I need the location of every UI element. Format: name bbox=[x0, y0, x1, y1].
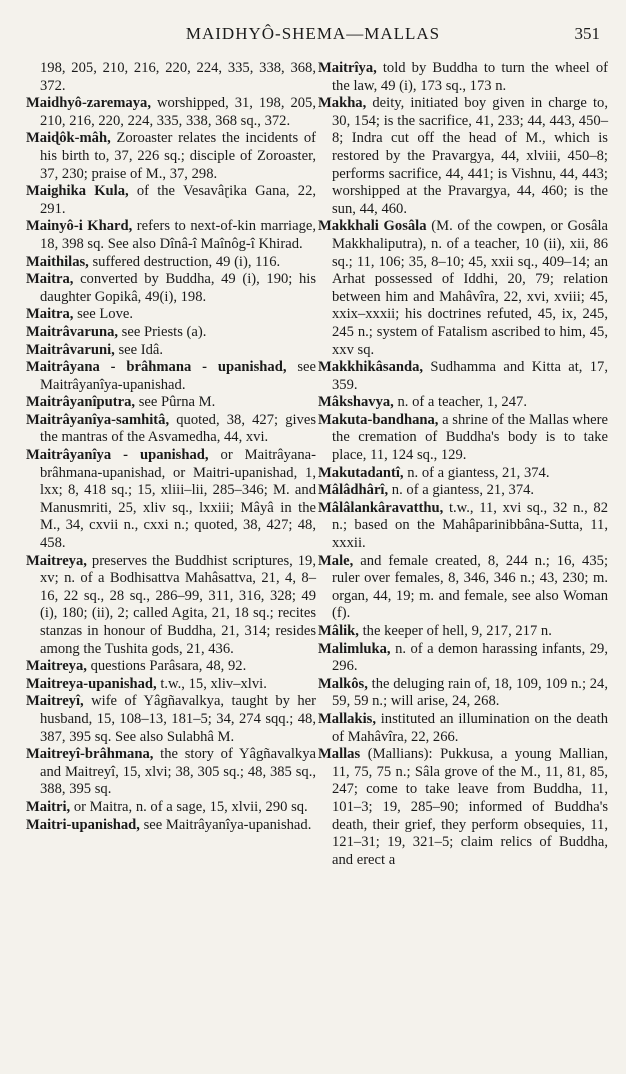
entry-headword: Maitreya, bbox=[26, 658, 87, 675]
entry-text: n. of a giantess, 21, 374. bbox=[407, 464, 550, 481]
index-entry bbox=[318, 623, 608, 641]
index-entry bbox=[26, 394, 316, 412]
index-entry bbox=[26, 817, 316, 835]
index-entry bbox=[26, 342, 316, 360]
entry-text: the keeper of hell, 9, 217, 217 n. bbox=[362, 623, 552, 639]
entry-headword: Makkhali Gosâla bbox=[318, 218, 427, 235]
entry-headword: Maitrâvaruna, bbox=[26, 323, 119, 340]
index-entry bbox=[318, 676, 608, 711]
index-entry bbox=[26, 553, 316, 659]
page-number: 351 bbox=[574, 24, 600, 43]
index-entry bbox=[318, 394, 608, 412]
entry-text: deity, initiated boy given in charge to, 30, 154; is the sacrifice, 41, 233; 44, 443, 450–8; Indra cut off the head of M., which is restored by the Pravargya, 44, xlviii, 450–8; performs sacrifice, 44, 441; is Vishnu, 44, 443; worshipped at the Pravargya, 44, 460; is the sun, 44, 460. bbox=[332, 95, 608, 217]
index-entry bbox=[26, 324, 316, 342]
entry-headword: Maitra, bbox=[26, 271, 74, 288]
entry-text: (Mallians): Pukkusa, a young Mallian, 11, 75, 75 n.; Sâla grove of the M., 11, 81, 85, 247; come to take leave from Buddha, 11, 101–3; 19, 285–90; informed of Buddha's death, their grief, they perform obsequies, 11, 121–31; 19, 321–5; claim relics of Buddha, and erect a bbox=[332, 746, 608, 868]
entry-text: Zoroaster relates the incidents of his birth to, 37, 226 sq.; disciple of Zoroaster, 37, 230; praise of M., 37, 298. bbox=[40, 130, 316, 182]
entry-text: or Maitrâyana-brâhmana-upanishad, or Maitri-upanishad, 1, lxx; 8, 418 sq.; 15, xliii–lii, 285–346; M. and Manusmriti, 25, xliv sq., lxxiii; Mâyâ in the M., 34, cxvii n., cxxi n.; quoted, 38, 427; 48, 458. bbox=[40, 447, 316, 552]
entry-headword: Malkôs, bbox=[318, 675, 368, 692]
entry-headword: Makkhikâsanda, bbox=[318, 359, 424, 376]
entry-headword: Mallakis, bbox=[318, 710, 376, 727]
entry-headword: Mâlâdhârî, bbox=[318, 482, 389, 499]
entry-headword: Maitra, bbox=[26, 306, 74, 323]
entry-headword: Makutadantî, bbox=[318, 464, 404, 481]
index-entry bbox=[318, 218, 608, 359]
index-entry bbox=[26, 359, 316, 394]
index-entry bbox=[318, 482, 608, 500]
entry-headword: Maitreyî-brâhmana, bbox=[26, 746, 154, 763]
entry-headword: Malimluka, bbox=[318, 640, 391, 657]
index-entry bbox=[26, 693, 316, 746]
index-entry bbox=[318, 412, 608, 465]
entry-text: the deluging rain of, 18, 109, 109 n.; 24, 59, 59 n.; will arise, 24, 268. bbox=[332, 675, 608, 710]
entry-text: Sudhamma and Kitta at, 17, 359. bbox=[332, 359, 608, 393]
entry-text: n. of a giantess, 21, 374. bbox=[391, 482, 535, 499]
entry-headword: Maighika Kula, bbox=[26, 183, 129, 200]
entry-headword: Maitrîya, bbox=[318, 60, 377, 76]
entry-text: see Pûrna M. bbox=[138, 394, 216, 411]
index-entry bbox=[26, 183, 316, 218]
index-entry bbox=[318, 359, 608, 394]
entry-text: of the Vesavâɽika Gana, 22, 291. bbox=[40, 183, 317, 217]
entry-text: t.w., 11, xvi sq., 32 n., 82 n.; based on the Mahâparinibbâna-Sutta, 11, xxxii. bbox=[332, 499, 609, 552]
right-column bbox=[318, 60, 608, 869]
index-entry bbox=[26, 412, 316, 447]
entry-text: (M. of the cowpen, or Gosâla Makkhaliputra), n. of a teacher, 10 (ii), xii, 86 sq.; 11, 106; 35, 8–10; 45, xxii sq., 409–14; an Arhat possessed of Iddhi, 20, 79; relation between him and Mahâvîra, 22, xvi, xviii; 45, xxix–xxxii; his doctrines refuted, 45, ix, 245, 245 n.; system of Fatalism ascribed to him, 45, xxv sq. bbox=[332, 218, 608, 358]
index-entry bbox=[26, 60, 316, 95]
entry-text: a shrine of the Mallas where the cremation of Buddha's body is to take place, 11, 124 sq., 129. bbox=[332, 411, 608, 464]
entry-text: wife of Yâgñavalkya, taught by her husband, 15, 108–13, 181–5; 34, 274 sqq.; 48, 387, 395 sq. See also Sulabhâ M. bbox=[40, 693, 316, 745]
entry-headword: Mainyô-i Khard, bbox=[26, 218, 133, 235]
entry-headword: Mallas bbox=[318, 746, 361, 763]
index-entry bbox=[318, 711, 608, 746]
index-entry bbox=[26, 658, 316, 676]
entry-headword: Mâkshavya, bbox=[318, 394, 394, 411]
entry-text: or Maitra, n. of a sage, 15, xlvii, 290 sq. bbox=[73, 798, 308, 815]
entry-headword: Maidhyô-zaremaya, bbox=[26, 95, 151, 112]
entry-headword: Mâlâlankâravatthu, bbox=[318, 499, 444, 516]
entry-text: converted by Buddha, 49 (i), 190; his daughter Gopikâ, 49(i), 198. bbox=[40, 271, 317, 305]
index-entry bbox=[26, 746, 316, 799]
index-entry bbox=[318, 746, 608, 869]
index-entry bbox=[318, 553, 608, 623]
entry-headword: Mâlik, bbox=[318, 623, 359, 639]
entry-headword: Makuta-bandhana, bbox=[318, 411, 439, 428]
left-column bbox=[26, 60, 316, 834]
entry-headword: Makha, bbox=[318, 95, 367, 112]
entry-headword: Maitrâyanîya - upanishad, bbox=[26, 447, 209, 464]
index-entry bbox=[26, 799, 316, 817]
index-entry bbox=[26, 218, 316, 253]
index-entry bbox=[26, 271, 316, 306]
entry-text: 198, 205, 210, 216, 220, 224, 335, 338, 368, 372. bbox=[40, 60, 316, 94]
index-entry bbox=[26, 306, 316, 324]
entry-text: instituted an illumination on the death of Mahâvîra, 22, 266. bbox=[332, 710, 608, 745]
index-entry bbox=[26, 130, 316, 183]
running-title: MAIDHYÔ-SHEMA—MALLAS bbox=[185, 24, 441, 43]
index-entry bbox=[318, 500, 608, 553]
page-header bbox=[0, 24, 626, 48]
entry-text: questions Parâsara, 48, 92. bbox=[90, 658, 247, 675]
entry-text: refers to next-of-kin marriage, 18, 398 sq. See also Dînâ-î Maînôg-î Khirad. bbox=[40, 218, 317, 252]
entry-text: t.w., 15, xliv–xlvi. bbox=[160, 675, 267, 692]
entry-headword: Maitrâyana - brâhmana - upanishad, bbox=[26, 359, 287, 376]
entry-text: the story of Yâgñavalkya and Maitreyî, 15, xlvi; 38, 305 sq.; 48, 385 sq., 388, 395 sq. bbox=[40, 746, 316, 798]
entry-headword: Maiɖôk-mâh, bbox=[26, 130, 111, 147]
entry-text: told by Buddha to turn the wheel of the law, 49 (i), 173 sq., 173 n. bbox=[332, 60, 608, 94]
entry-headword: Male, bbox=[318, 552, 354, 569]
entry-text: n. of a teacher, 1, 247. bbox=[397, 394, 527, 411]
entry-text: see Priests (a). bbox=[121, 323, 207, 340]
index-entry bbox=[318, 60, 608, 95]
entry-headword: Maitreya, bbox=[26, 552, 87, 569]
entry-text: see Love. bbox=[77, 306, 133, 323]
entry-headword: Maitrâyanîputra, bbox=[26, 394, 136, 411]
entry-text: see Idâ. bbox=[118, 341, 164, 358]
index-entry bbox=[318, 465, 608, 483]
entry-headword: Maitri-upanishad, bbox=[26, 816, 140, 833]
entry-text: see Maitrâyanîya-upanishad. bbox=[143, 816, 312, 833]
entry-text: worshipped, 31, 198, 205, 210, 216, 220, 224, 335, 338, 368 sq., 372. bbox=[40, 95, 316, 129]
entry-headword: Maitreyî, bbox=[26, 693, 84, 710]
entry-headword: Maitreya-upanishad, bbox=[26, 675, 157, 692]
index-entry bbox=[26, 95, 316, 130]
index-entry bbox=[318, 95, 608, 218]
entry-text: suffered destruction, 49 (i), 116. bbox=[92, 253, 281, 270]
entry-headword: Maitrâyanîya-samhitâ, bbox=[26, 411, 170, 428]
entry-text: quoted, 38, 427; gives the mantras of the Asvamedha, 44, xvi. bbox=[40, 411, 316, 446]
entry-headword: Maithilas, bbox=[26, 253, 89, 270]
index-entry bbox=[26, 254, 316, 272]
entry-text: and female created, 8, 244 n.; 16, 435; ruler over females, 8, 346, 346 n.; 43, 230; m. organ, 44, 19; m. and female, see also Woman (f). bbox=[332, 552, 608, 622]
entry-text: preserves the Buddhist scriptures, 19, xv; n. of a Bodhisattva Mahâsattva, 21, 4, 8–16, 22 sq., 28 sq., 286–99, 311, 316, 328; 49 (i), 180; (ii), 2; called Agita, 21, 18 sq.; recites stanzas in honour of Buddha, 21, 314; resides among the Tushita gods, 21, 436. bbox=[40, 552, 316, 657]
entry-headword: Maitrâvaruni, bbox=[26, 341, 115, 358]
entry-text: see Maitrâyanîya-upanishad. bbox=[40, 359, 316, 393]
index-entry bbox=[318, 641, 608, 676]
entry-headword: Maitri, bbox=[26, 798, 71, 815]
index-entry bbox=[26, 447, 316, 553]
index-entry bbox=[26, 676, 316, 694]
entry-text: n. of a demon harassing infants, 29, 296. bbox=[332, 640, 608, 675]
